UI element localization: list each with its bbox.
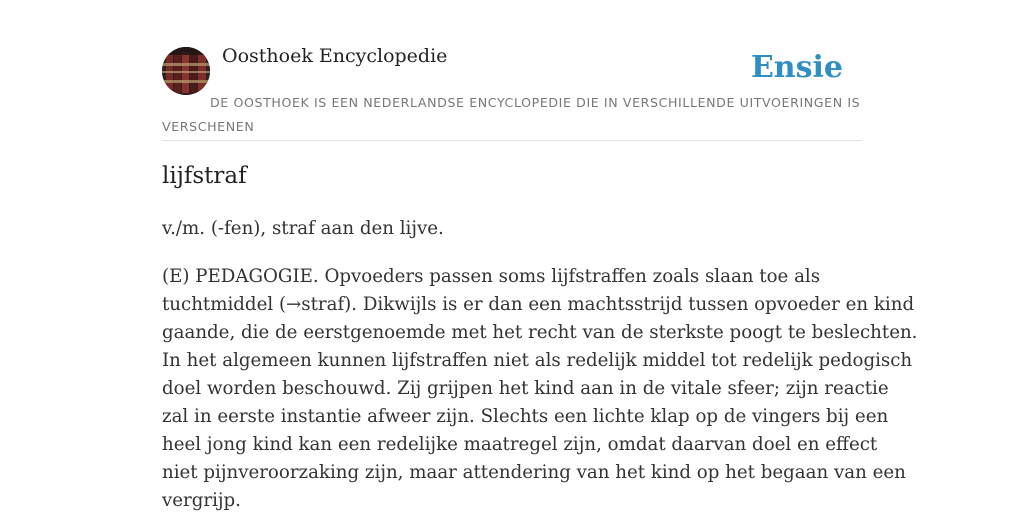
book-spines-icon: [162, 47, 210, 95]
page: [162, 0, 918, 512]
body-line: tuchtmiddel (→straf). Dikwijls is er dan een machtsstrijd tussen opvoeder en kind: [162, 294, 915, 315]
source-avatar[interactable]: [162, 47, 210, 95]
source-header: [162, 0, 862, 141]
body-line: gaande, die de eerstgenoemde met het recht van de sterkste poogt te beslechten.: [162, 322, 918, 343]
entry-headword: lijfstraf: [162, 163, 247, 189]
entry-grammar: v./m. (-fen), straf aan den lijve.: [162, 218, 444, 239]
body-line: In het algemeen kunnen lijfstraffen niet als redelijk middel tot redelijk pedogisch: [162, 350, 913, 371]
source-title[interactable]: Oosthoek Encyclopedie: [222, 45, 448, 67]
body-line: zal in eerste instantie afweer zijn. Slechts een lichte klap op de vingers bij een: [162, 406, 889, 427]
body-line: niet pijnveroorzaking zijn, maar attendering van het kind op het begaan van een: [162, 462, 906, 483]
body-line: (E) PEDAGOGIE. Opvoeders passen soms lijfstraffen zoals slaan toe als: [162, 266, 821, 287]
body-line: vergrijp.: [162, 490, 241, 511]
source-description: DE OOSTHOEK IS EEN NEDERLANDSE ENCYCLOPEDIE DIE IN VERSCHILLENDE UITVOERINGEN IS VERSCHENEN: [162, 95, 861, 134]
entry-body: [162, 263, 918, 512]
body-line: doel worden beschouwd. Zij grijpen het kind aan in de vitale sfeer; zijn reactie: [162, 378, 889, 399]
brand-logo[interactable]: Ensie: [750, 50, 843, 85]
body-line: heel jong kind kan een redelijke maatregel zijn, omdat daarvan doel en effect: [162, 434, 878, 455]
